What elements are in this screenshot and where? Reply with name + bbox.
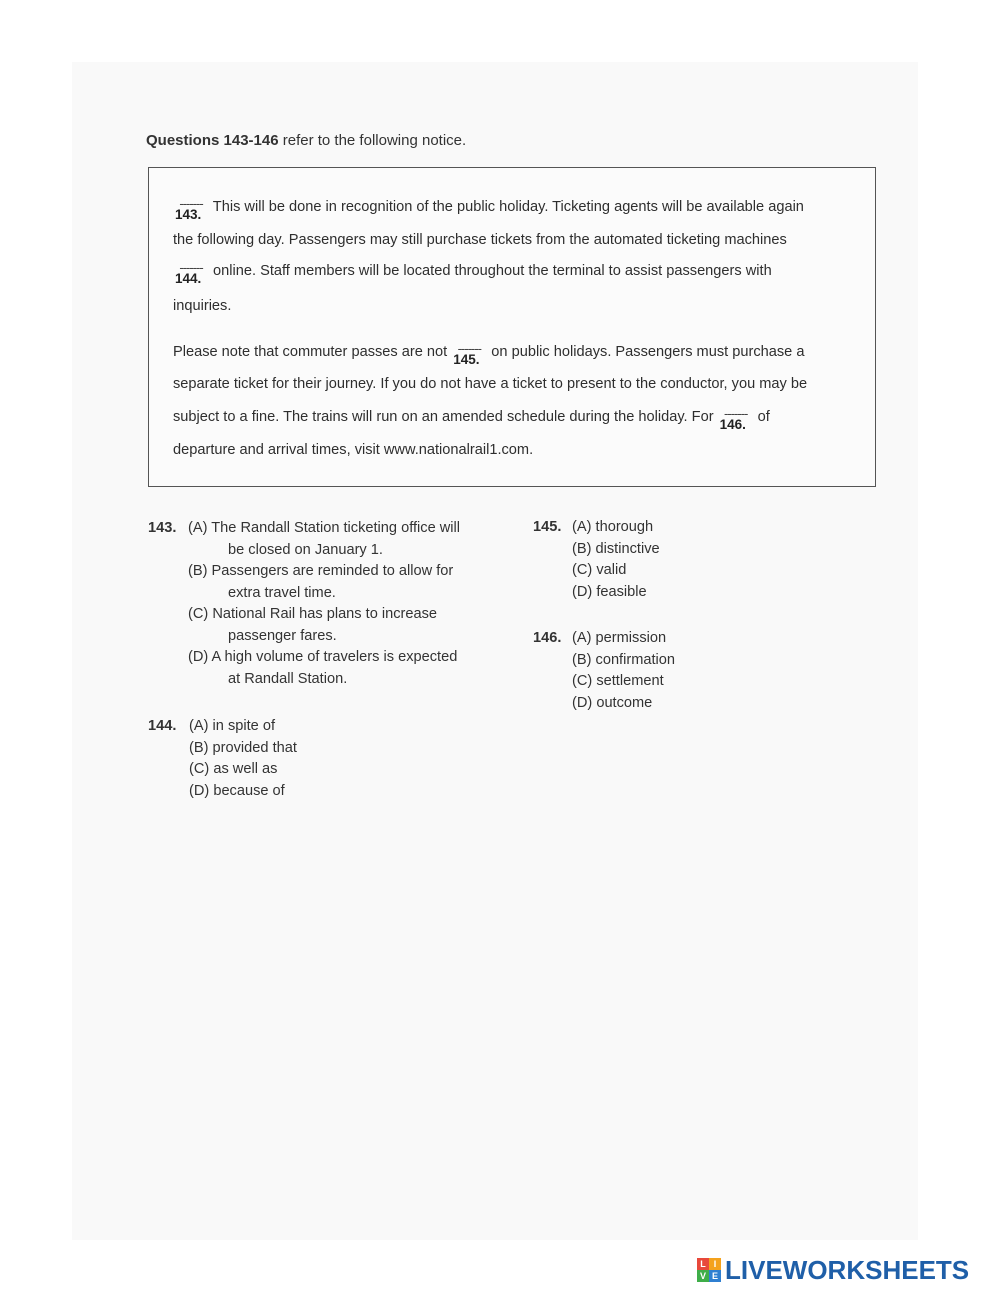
option-c[interactable]: (C) valid	[572, 562, 627, 578]
option-c[interactable]: (C) National Rail has plans to increase	[188, 606, 438, 622]
option-b[interactable]: (B) provided that	[189, 739, 297, 756]
option-c[interactable]: (C) settlement	[572, 673, 664, 689]
logo-letter: V	[697, 1270, 709, 1282]
answer-blank-143[interactable]: ------- 143.	[175, 196, 203, 222]
notice-line: subject to a fine. The trains will run on an amended schedule during the holiday. For ------- 146. of	[173, 406, 770, 432]
notice-line: ------- 144. online. Staff members will be located throughout the terminal to assist passengers with	[175, 260, 772, 286]
option-c[interactable]: (C) as well as	[189, 761, 278, 777]
notice-box	[148, 167, 876, 487]
logo-icon	[697, 1258, 721, 1282]
question-143	[148, 518, 508, 698]
blank-number: 144.	[175, 271, 202, 286]
question-number: 144.	[148, 718, 177, 734]
question-145	[533, 517, 753, 607]
question-number: 143.	[148, 520, 177, 536]
heading-rest: refer to the following notice.	[278, 132, 467, 149]
logo-letter: L	[697, 1258, 709, 1270]
option-b-continued: extra travel time.	[228, 584, 336, 601]
option-b[interactable]: (B) distinctive	[572, 540, 660, 557]
answer-blank-144[interactable]: ------- 144.	[175, 260, 203, 286]
heading-bold: Questions 143-146	[146, 132, 279, 149]
notice-line: ------- 143. This will be done in recognition of the public holiday. Ticketing agents will be available again	[175, 196, 804, 222]
notice-line: the following day. Passengers may still purchase tickets from the automated ticketing machines	[173, 232, 787, 248]
option-a[interactable]: (A) The Randall Station ticketing office will	[188, 520, 461, 536]
answer-blank-146[interactable]: ------- 146.	[719, 406, 748, 432]
notice-line: inquiries.	[173, 298, 232, 314]
question-146	[533, 628, 753, 718]
question-number: 145.	[533, 519, 562, 535]
blank-number: 146.	[719, 417, 746, 432]
option-b[interactable]: (B) confirmation	[572, 651, 676, 668]
option-c-continued: passenger fares.	[228, 627, 337, 644]
section-heading	[146, 132, 466, 149]
option-b[interactable]: (B) Passengers are reminded to allow for	[188, 563, 454, 579]
liveworksheets-logo[interactable]	[697, 1255, 969, 1285]
notice-line: Please note that commuter passes are not ------- 145. on public holidays. Passengers must purchase a	[173, 341, 805, 367]
blank-number: 143.	[175, 207, 202, 222]
notice-line: departure and arrival times, visit www.nationalrail1.com.	[173, 442, 534, 458]
option-d[interactable]: (D) feasible	[572, 583, 647, 600]
option-a-continued: be closed on January 1.	[228, 541, 383, 558]
option-a[interactable]: (A) in spite of	[189, 718, 275, 734]
option-d[interactable]: (D) because of	[189, 782, 285, 799]
option-d[interactable]: (D) outcome	[572, 694, 653, 711]
question-144	[148, 716, 368, 806]
logo-letter: E	[709, 1270, 721, 1282]
logo-text: LIVEWORKSHEETS	[725, 1254, 970, 1285]
question-number: 146.	[533, 630, 562, 646]
option-a[interactable]: (A) thorough	[572, 519, 654, 535]
option-a[interactable]: (A) permission	[572, 630, 667, 646]
answer-blank-145[interactable]: ------- 145.	[453, 341, 481, 367]
option-d-continued: at Randall Station.	[228, 670, 348, 687]
option-d[interactable]: (D) A high volume of travelers is expected	[188, 649, 458, 665]
blank-number: 145.	[453, 352, 480, 367]
logo-letter: I	[709, 1258, 721, 1270]
notice-line: separate ticket for their journey. If you do not have a ticket to present to the conductor, you may be	[173, 376, 808, 392]
